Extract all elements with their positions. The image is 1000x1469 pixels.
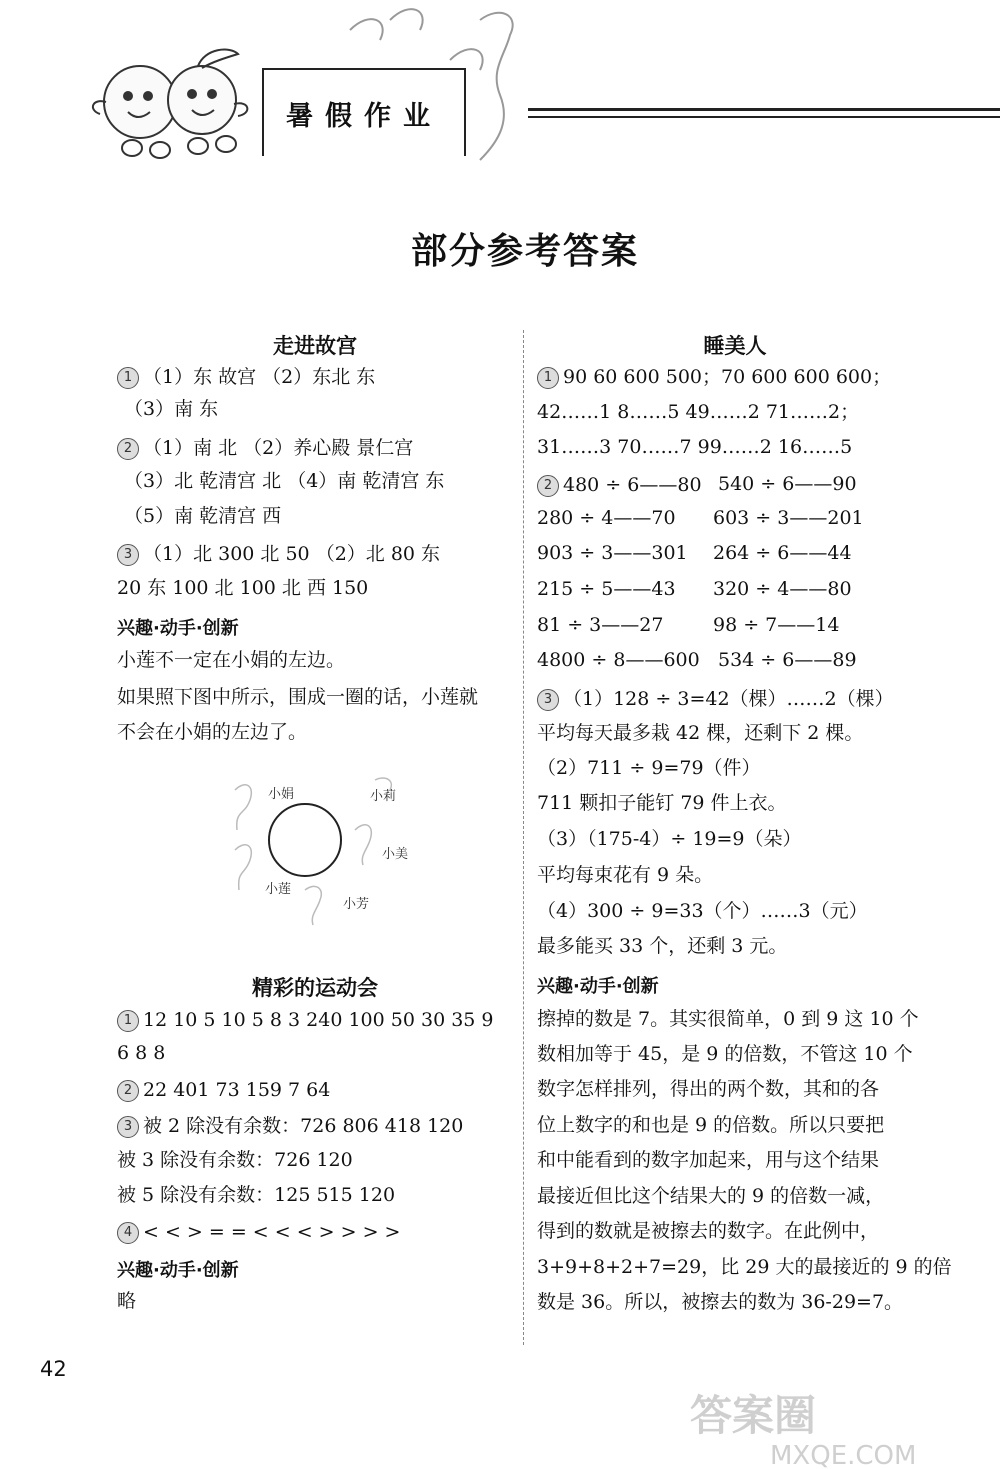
question-number-badge: 1 <box>117 367 139 389</box>
answer-line: 平均每天最多栽 42 棵，还剩下 2 棵。 <box>537 722 864 744</box>
fairy-illustration <box>330 0 550 170</box>
subsection-title: 兴趣·动手·创新 <box>117 1260 239 1281</box>
answer-line: 6 8 8 <box>117 1042 166 1064</box>
explanation-line: 位上数字的和也是 9 的倍数。所以只要把 <box>537 1114 885 1136</box>
page-title: 部分参考答案 <box>410 231 639 272</box>
answer-line: 不会在小娟的左边了。 <box>117 721 308 743</box>
answer-line: 平均每束花有 9 朵。 <box>537 864 714 886</box>
question-number-badge: 3 <box>537 689 559 711</box>
explanation-line: 数是 36。所以，被擦去的数为 36-29=7。 <box>537 1291 904 1313</box>
explanation-line: 数相加等于 45，是 9 的倍数，不管这 10 个 <box>537 1043 913 1065</box>
question-number-badge: 2 <box>537 475 559 497</box>
answer-line: 1 12 10 5 10 5 8 3 240 100 50 30 35 9 <box>117 1010 494 1032</box>
name-label-li: 小莉 <box>370 789 397 804</box>
answer-line: 4 < < > = = < < < > > > > <box>117 1222 400 1244</box>
answer-line: 3 （1）128 ÷ 3=42（棵）……2（棵） <box>537 689 894 711</box>
watermark-url: MXQE.COM <box>770 1441 917 1469</box>
division-row: 2 480 ÷ 6——80 <box>537 475 702 497</box>
header-rule <box>528 108 1000 111</box>
answer-line: 20 东 100 北 100 北 西 150 <box>117 577 369 599</box>
answer-line: （5）南 乾清宫 西 <box>124 505 282 527</box>
answer-line: 略 <box>117 1290 137 1312</box>
explanation-line: 最接近但比这个结果大的 9 的倍数一减， <box>537 1185 885 1207</box>
question-number-badge: 4 <box>117 1222 139 1244</box>
explanation-line: 数字怎样排列，得出的两个数，其和的各 <box>537 1078 880 1100</box>
explanation-line: 得到的数就是被擦去的数字。在此例中， <box>537 1220 880 1242</box>
explanation-line: 3+9+8+2+7=29，比 29 大的最接近的 9 的倍 <box>537 1256 952 1278</box>
question-number-badge: 2 <box>117 438 139 460</box>
answer-line: （3）北 乾清宫 北 （4）南 乾清宫 东 <box>124 470 445 492</box>
answer-line: （3）南 东 <box>124 398 219 420</box>
column-divider <box>523 330 524 1345</box>
division-row: 320 ÷ 4——80 <box>713 578 852 600</box>
subsection-title: 兴趣·动手·创新 <box>117 618 239 639</box>
division-row: 903 ÷ 3——301 <box>537 542 688 564</box>
section-title-gugong: 走进故宫 <box>273 334 357 358</box>
name-label-fang: 小芳 <box>343 897 370 912</box>
answer-line: 最多能买 33 个，还剩 3 元。 <box>537 935 788 957</box>
division-row: 215 ÷ 5——43 <box>537 578 676 600</box>
explanation-line: 擦掉的数是 7。其实很简单，0 到 9 这 10 个 <box>537 1008 919 1030</box>
answer-line: 2 22 401 73 159 7 64 <box>117 1080 330 1102</box>
subsection-title: 兴趣·动手·创新 <box>537 976 659 997</box>
division-row: 603 ÷ 3——201 <box>713 507 864 529</box>
answer-line: 31……3 70……7 99……2 16……5 <box>537 436 853 458</box>
section-title-sleeping-beauty: 睡美人 <box>703 334 767 358</box>
answer-line: 711 颗扣子能钉 79 件上衣。 <box>537 792 787 814</box>
division-row: 81 ÷ 3——27 <box>537 614 664 636</box>
answer-line: （4）300 ÷ 9=33（个）……3（元） <box>537 900 868 922</box>
explanation-line: 和中能看到的数字加起来，用与这个结果 <box>537 1149 880 1171</box>
section-title-sports: 精彩的运动会 <box>252 976 378 1000</box>
question-number-badge: 3 <box>117 544 139 566</box>
answer-line: 被 5 除没有余数：125 515 120 <box>117 1184 396 1206</box>
name-label-lian: 小莲 <box>265 882 292 897</box>
name-label-juan: 小娟 <box>268 787 295 802</box>
question-number-badge: 2 <box>117 1080 139 1102</box>
answer-line: 小莲不一定在小娟的左边。 <box>117 649 346 671</box>
answer-line: 3 被 2 除没有余数：726 806 418 120 <box>117 1116 463 1138</box>
answer-line: 被 3 除没有余数：726 120 <box>117 1149 353 1171</box>
question-number-badge: 1 <box>537 367 559 389</box>
division-row: 98 ÷ 7——14 <box>713 614 840 636</box>
answer-line: 2 （1）南 北 （2）养心殿 景仁宫 <box>117 438 413 460</box>
answer-line: 3 （1）北 300 北 50 （2）北 80 东 <box>117 544 440 566</box>
division-row: 280 ÷ 4——70 <box>537 507 676 529</box>
division-row: 264 ÷ 6——44 <box>713 542 852 564</box>
division-row: 534 ÷ 6——89 <box>718 649 857 671</box>
mascot-illustration <box>80 40 260 165</box>
watermark-logo <box>650 1380 1000 1469</box>
answer-line: 如果照下图中所示，围成一圈的话，小莲就 <box>117 686 479 708</box>
header-rule-thin <box>528 116 1000 118</box>
name-label-mei: 小美 <box>382 847 409 862</box>
answer-line: （3）（175-4）÷ 19=9（朵） <box>537 828 802 850</box>
division-row: 4800 ÷ 8——600 <box>537 649 700 671</box>
question-number-badge: 3 <box>117 1116 139 1138</box>
question-number-badge: 1 <box>117 1010 139 1032</box>
watermark-brand: 答案圈 <box>690 1391 817 1440</box>
answer-line: （2）711 ÷ 9=79（件） <box>537 757 761 779</box>
answer-line: 1 （1）东 故宫 （2）东北 东 <box>117 367 375 389</box>
answer-line: 1 90 60 600 500；70 600 600 600； <box>537 367 891 389</box>
header-label: 暑假作业 <box>262 68 466 156</box>
division-row: 540 ÷ 6——90 <box>718 473 857 495</box>
page-number: 42 <box>40 1357 67 1381</box>
answer-line: 42……1 8……5 49……2 71……2； <box>537 401 860 423</box>
